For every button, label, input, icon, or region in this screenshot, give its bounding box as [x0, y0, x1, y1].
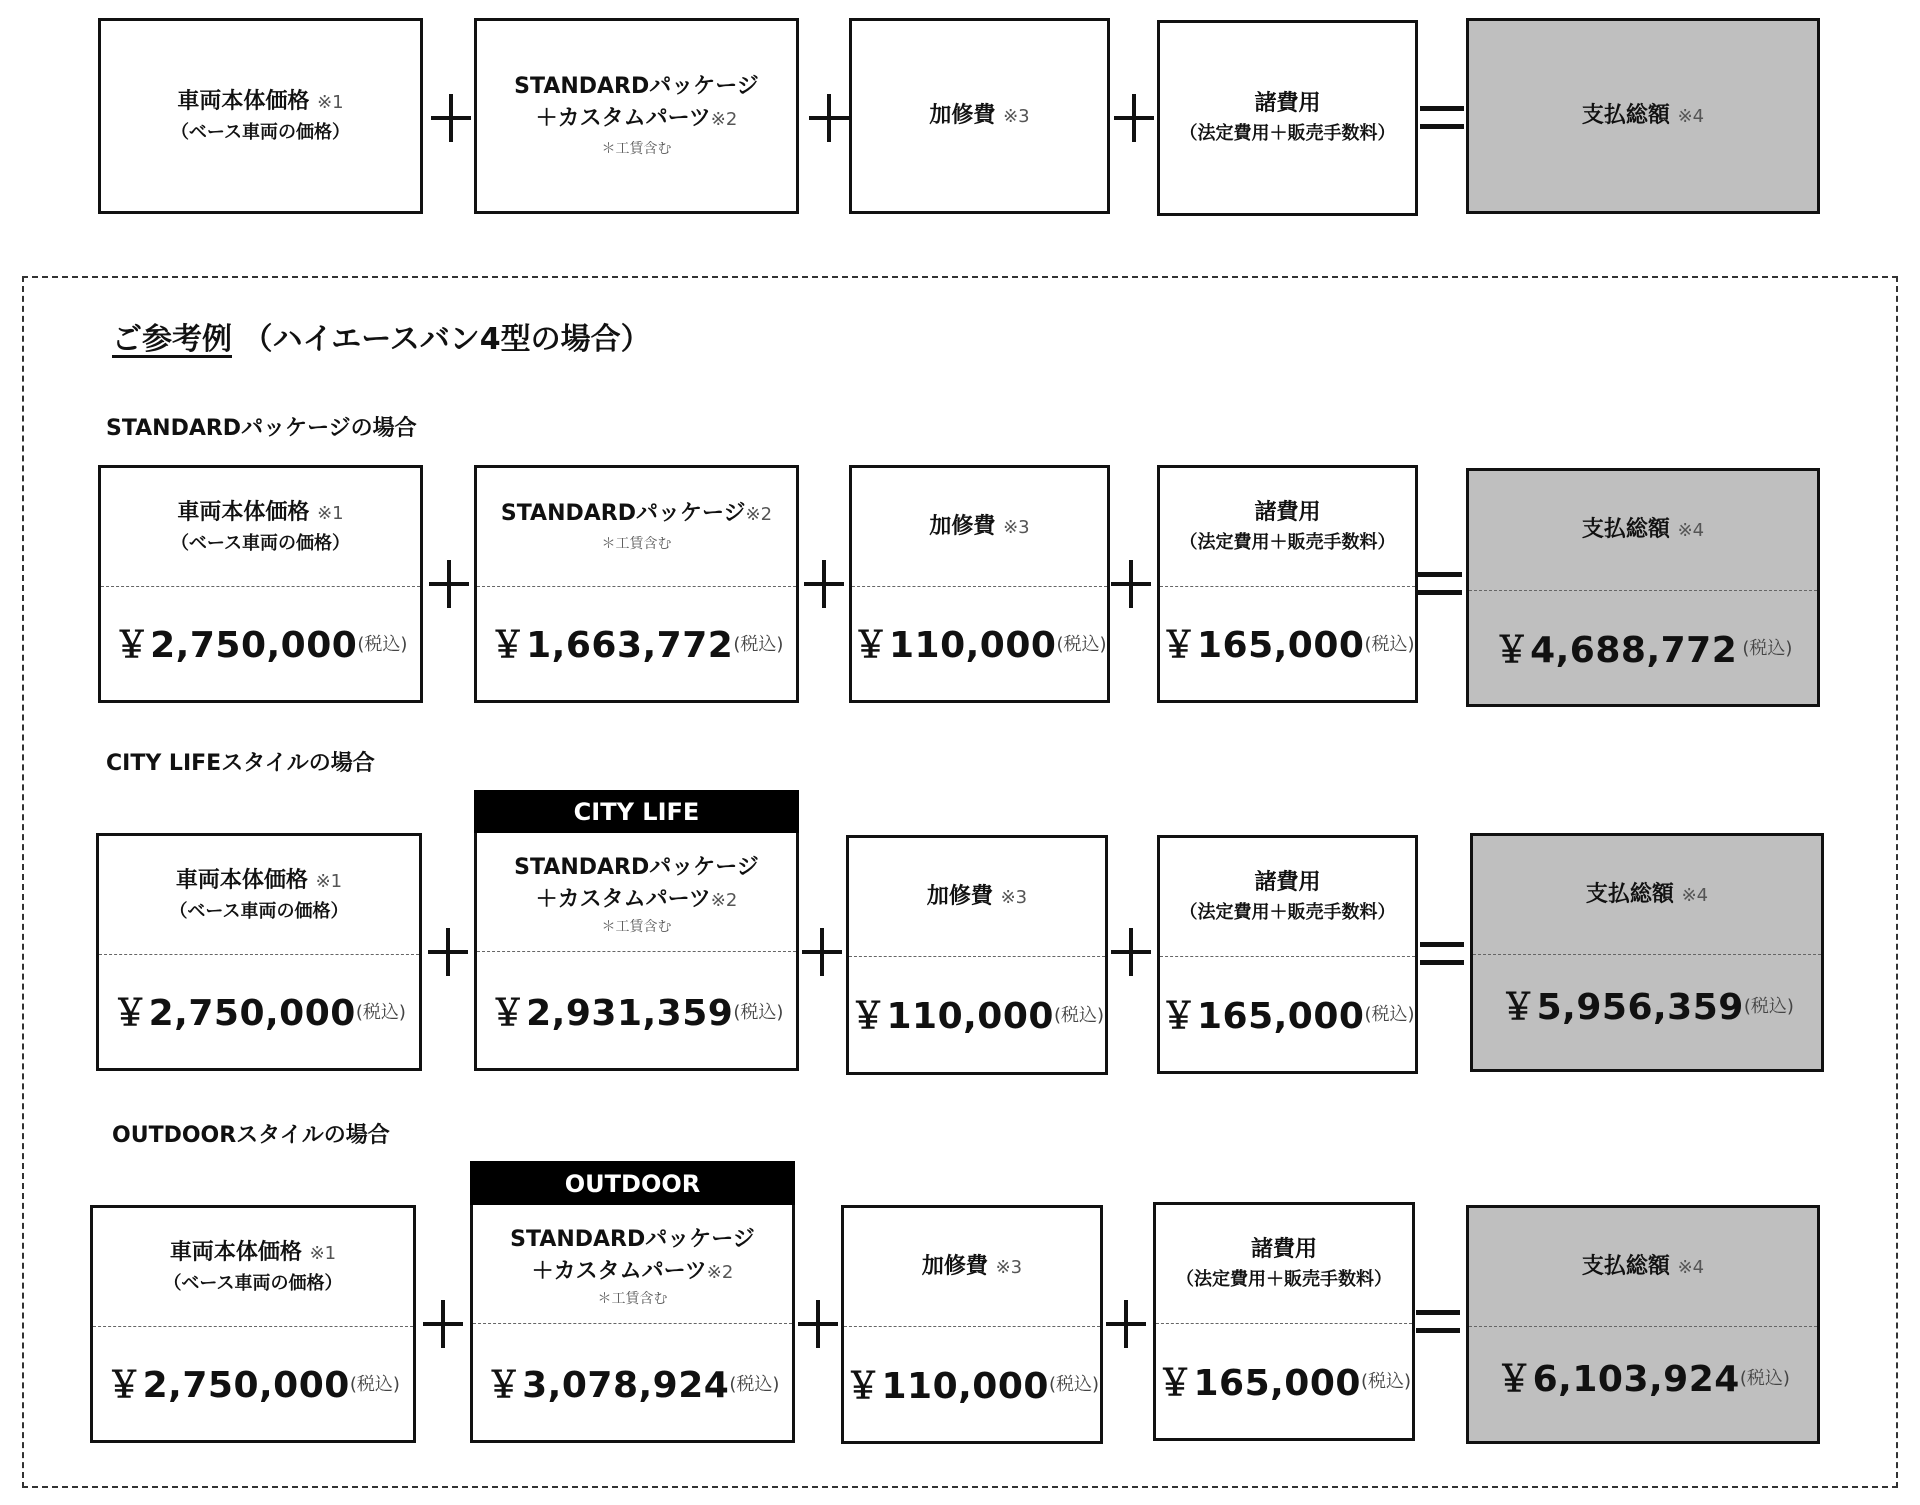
formula-modification-box	[849, 18, 1110, 214]
formula-package-label-2: ＋カスタムパーツ※2	[535, 105, 738, 131]
plus-icon	[1105, 552, 1157, 616]
item-label: 車両本体価格 ※1	[177, 499, 344, 525]
item-sub: （ベース車両の価格）	[163, 1272, 343, 1294]
tax-label: (税込)	[733, 1001, 784, 1023]
tax-label: (税込)	[1056, 633, 1107, 655]
plus-icon	[423, 552, 475, 616]
item-sub: （法定費用＋販売手数料）	[1179, 532, 1396, 553]
item-price: ￥2,750,000	[113, 625, 358, 666]
item-label: 加修費 ※3	[926, 883, 1028, 909]
item-label: 諸費用	[1254, 500, 1321, 525]
item-label: 諸費用	[1254, 870, 1321, 895]
item-sub: （ベース車両の価格）	[169, 900, 349, 922]
citylife-modification-box	[846, 835, 1108, 1075]
item-label: 諸費用	[1250, 1237, 1317, 1262]
standard-total-box	[1466, 468, 1820, 707]
item-label: 支払総額 ※4	[1585, 881, 1709, 907]
section-label-city-life: CITY LIFEスタイルの場合	[106, 751, 375, 776]
formula-package-label-1: STANDARDパッケージ	[514, 73, 759, 99]
outdoor-vehicle-price-box	[90, 1205, 416, 1443]
standard-package-box	[474, 465, 799, 703]
citylife-package-box	[474, 833, 799, 1071]
formula-vehicle-price-box	[98, 18, 423, 214]
formula-vehicle-price-sub: （ベース車両の価格）	[170, 121, 351, 143]
tax-label: (税込)	[1053, 1004, 1105, 1026]
plus-icon	[425, 86, 477, 150]
item-price: ￥110,000	[849, 996, 1054, 1037]
item-label: 支払総額 ※4	[1581, 1253, 1705, 1279]
item-label: 支払総額 ※4	[1581, 517, 1705, 542]
equals-icon	[1416, 922, 1468, 986]
tax-label: (税込)	[1364, 1004, 1415, 1025]
formula-package-box	[474, 18, 799, 214]
plus-icon	[422, 920, 474, 984]
item-price: ￥2,931,359	[489, 993, 734, 1034]
formula-total-label: 支払総額 ※4	[1581, 102, 1705, 128]
item-price: ￥2,750,000	[112, 993, 356, 1034]
tax-label: (税込)	[357, 633, 408, 655]
tax-label: (税込)	[1739, 1367, 1790, 1389]
item-label: 車両本体価格 ※1	[175, 867, 343, 893]
item-price: ￥165,000	[1160, 625, 1365, 666]
item-price: ￥6,103,924	[1496, 1359, 1740, 1400]
tax-label: (税込)	[729, 1373, 780, 1395]
citylife-total-box	[1470, 833, 1824, 1072]
item-sub: （法定費用＋販売手数料）	[1176, 1269, 1392, 1290]
plus-icon	[1100, 1292, 1152, 1356]
item-price: ￥5,956,359	[1500, 987, 1744, 1028]
formula-fees-box	[1157, 20, 1418, 216]
tax-label: (税込)	[733, 633, 784, 655]
item-label-1: STANDARDパッケージ	[514, 854, 759, 880]
example-title: ご参考例 （ハイエースバン4型の場合）	[112, 322, 651, 357]
item-label-1: STANDARDパッケージ	[510, 1226, 755, 1252]
equals-icon	[1416, 86, 1468, 150]
plus-icon	[792, 1292, 844, 1356]
item-label: STANDARDパッケージ※2	[500, 500, 773, 526]
item-label: 加修費 ※3	[921, 1253, 1023, 1279]
section-label-standard: STANDARDパッケージの場合	[106, 416, 417, 441]
plus-icon	[1105, 920, 1157, 984]
item-sub: （法定費用＋販売手数料）	[1179, 902, 1396, 923]
tax-label: (税込)	[1364, 633, 1415, 655]
outdoor-modification-box	[841, 1205, 1103, 1444]
tax-label: (税込)	[1360, 1371, 1412, 1392]
item-price: ￥2,750,000	[106, 1365, 350, 1406]
plus-icon	[417, 1292, 469, 1356]
tax-label: (税込)	[1048, 1374, 1100, 1395]
item-label: 加修費 ※3	[929, 513, 1030, 539]
item-label: 車両本体価格 ※1	[169, 1239, 337, 1265]
plus-icon	[1108, 86, 1160, 150]
outdoor-total-box	[1466, 1205, 1820, 1444]
citylife-fees-box	[1157, 835, 1418, 1074]
item-label-2: ＋カスタムパーツ※2	[531, 1258, 734, 1284]
item-price: ￥165,000	[1160, 995, 1365, 1037]
outdoor-header: OUTDOOR	[470, 1161, 795, 1206]
equals-icon	[1412, 1290, 1464, 1354]
citylife-vehicle-price-box	[96, 833, 422, 1071]
tax-label: (税込)	[1743, 995, 1794, 1017]
formula-package-small: ＊工賃含む	[601, 140, 672, 157]
outdoor-fees-box	[1153, 1202, 1415, 1441]
item-small: ＊工賃含む	[597, 1290, 668, 1307]
item-price: ￥1,663,772	[489, 625, 734, 666]
item-price: ￥3,078,924	[485, 1365, 730, 1406]
tax-label: (税込)	[355, 1001, 406, 1023]
item-small: ＊工賃含む	[601, 918, 672, 935]
plus-icon	[798, 552, 850, 616]
tax-label: (税込)	[349, 1373, 400, 1395]
outdoor-package-box	[470, 1205, 795, 1443]
standard-vehicle-price-box	[98, 465, 423, 703]
item-price: ￥165,000	[1156, 1362, 1361, 1404]
formula-modification-label: 加修費 ※3	[929, 102, 1030, 128]
equals-icon	[1414, 552, 1466, 616]
item-sub: （ベース車両の価格）	[170, 532, 351, 554]
formula-fees-label: 諸費用	[1254, 91, 1321, 116]
formula-total-box	[1466, 18, 1820, 214]
city-life-header: CITY LIFE	[474, 790, 799, 834]
tax-label: (税込)	[1742, 638, 1793, 659]
formula-fees-sub: （法定費用＋販売手数料）	[1179, 123, 1396, 144]
formula-vehicle-price-label: 車両本体価格 ※1	[177, 88, 344, 114]
section-label-outdoor: OUTDOORスタイルの場合	[112, 1123, 390, 1148]
item-price: ￥110,000	[852, 625, 1057, 666]
item-label-2: ＋カスタムパーツ※2	[535, 886, 738, 912]
standard-fees-box	[1157, 465, 1418, 703]
item-price: ￥110,000	[844, 1365, 1049, 1407]
item-price: ￥4,688,772	[1493, 629, 1738, 671]
plus-icon	[796, 920, 848, 984]
item-small: ＊工賃含む	[601, 535, 672, 552]
standard-modification-box	[849, 465, 1110, 703]
plus-icon	[803, 86, 855, 150]
